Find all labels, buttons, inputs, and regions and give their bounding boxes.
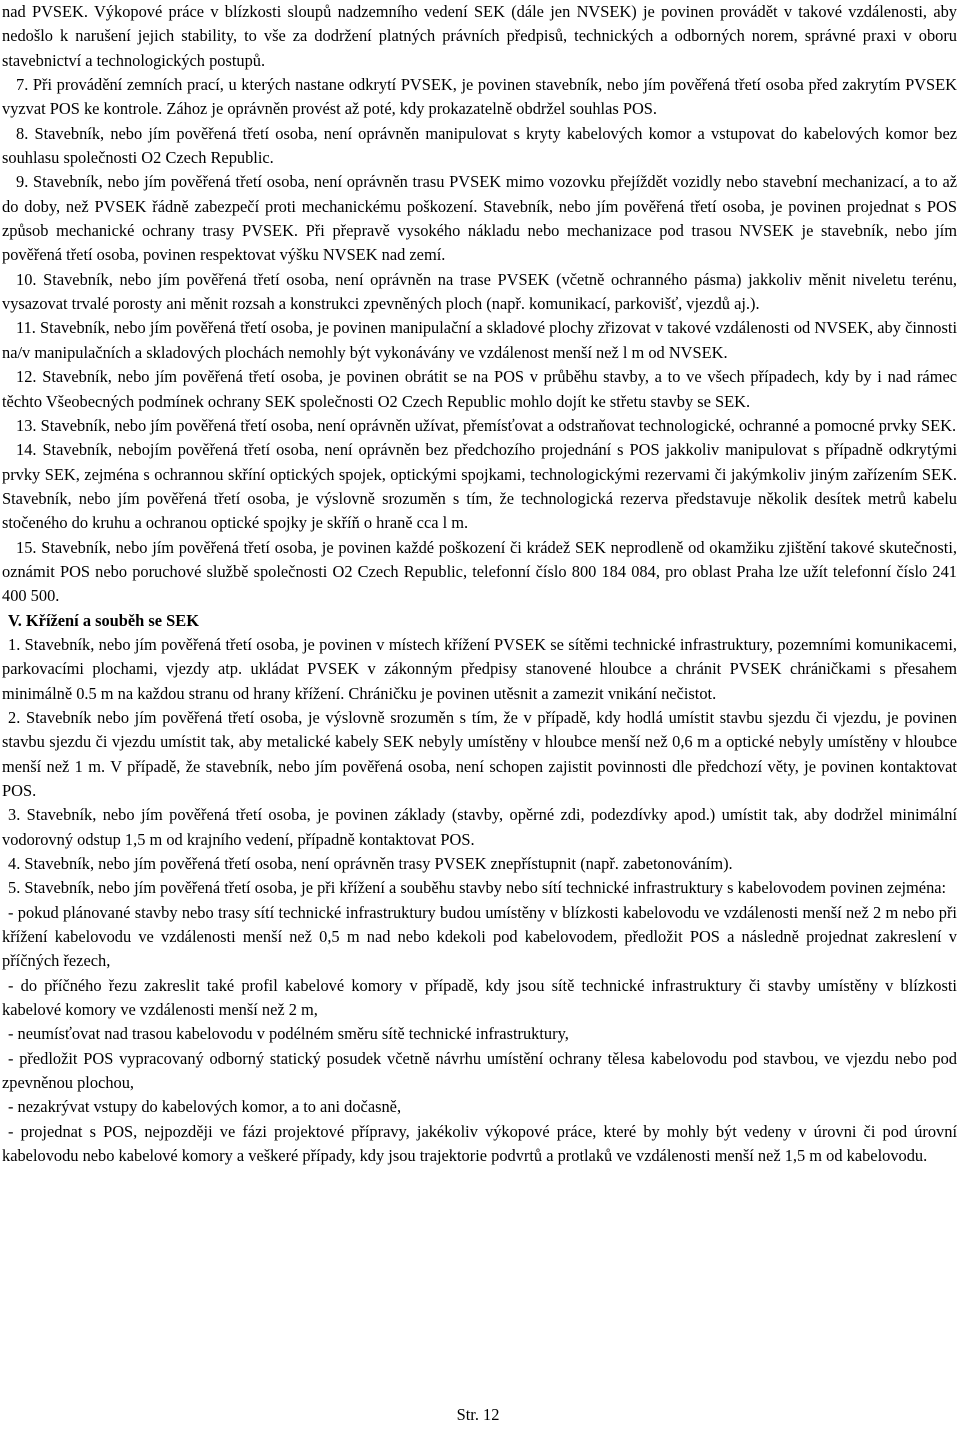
page-number	[0, 1405, 960, 1425]
paragraph-p-14: 14. Stavebník, nebojím pověřená třetí osoba, není oprávněn bez předchozího projednání s POS jakkoliv manipulovat s případně odkrytými prvky SEK, zejména s ochrannou skříní optických spojek, optickými spojkami, technologickými rezervami či jakýmkoliv jiným zařízením SEK. Stavebník, nebo jím pověřená třetí osoba, je výslovně srozuměn s tím, že technologická rezerva představuje několik desítek metrů kabelu stočeného do kruhu a ochranou optické spojky je skříň o hraně cca l m.	[2, 440, 957, 533]
paragraph-p-8: 8. Stavebník, nebo jím pověřená třetí osoba, není oprávněn manipulovat s kryty kabelových komor a vstupovat do kabelových komor bez souhlasu společnosti O2 Czech Republic.	[2, 123, 957, 168]
paragraph-s-1: 1. Stavebník, nebo jím pověřená třetí osoba, je povinen v místech křížení PVSEK se sítěmi technické infrastruktury, pozemními komunikacemi, parkovacími plochami, vjezdy atp. ukládat PVSEK v zákonným předpisy stanovené hloubce a chránit PVSEK chráničkami s přesahem minimálně 0.5 m na každou stranu od hrany křížení. Chráničku je povinen utěsnit a zamezit vnikání nečistot.	[2, 634, 957, 703]
paragraph-s-4: 4. Stavebník, nebo jím pověřená třetí osoba, není oprávněn trasy PVSEK znepřístupnit (např. zabetonováním).	[8, 854, 733, 874]
section-heading: V. Křížení a souběh se SEK	[8, 610, 199, 630]
crossing-paragraphs	[2, 633, 957, 1169]
paragraph-s-2: 2. Stavebník nebo jím pověřená třetí osoba, je výslovně srozuměn s tím, že v případě, kdy hodlá umístit stavbu sjezdu či vjezdu, je povinen stavbu sjezdu či vjezdu umístit tak, aby metalické kabely SEK nebyly umístěny v hloubce menší než 0,6 m a optické nebyly umístěny v hloubce menší než 1 m. V případě, že stavebník, nebo jím pověřená osoba, není schopen zajistit povinnosti dle předchozí věty, je povinen kontaktovat POS.	[2, 707, 957, 800]
paragraph-p-intro: nad PVSEK. Výkopové práce v blízkosti sloupů nadzemního vedení SEK (dále jen NVSEK) je povinen provádět v takové vzdálenosti, aby nedošlo k narušení jejich stability, to vše za dodržení platných právních předpisů, technických a odborných norem, správné praxi v oboru stavebnictví a technologických postupů.	[2, 2, 957, 70]
paragraph-p-11: 11. Stavebník, nebo jím pověřená třetí osoba, je povinen manipulační a skladové plochy zřizovat v takové vzdálenosti od NVSEK, aby činnosti na/v manipulačních a skladových plochách nemohly být vykonávány ve vzdálenost menší než l m od NVSEK.	[2, 318, 957, 362]
paragraph-s-3: 3. Stavebník, nebo jím pověřená třetí osoba, je povinen základy (stavby, opěrné zdi, podezdívky apod.) umístit tak, aby dodržel minimální vodorovný odstup 1,5 m od krajního vedení, případně kontaktovat POS.	[2, 805, 957, 849]
paragraph-p-15: 15. Stavebník, nebo jím pověřená třetí osoba, je povinen každé poškození či krádež SEK neprodleně od okamžiku zjištění takové skutečnosti, oznámit POS nebo poruchové službě společnosti O2 Czech Republic, telefonní číslo 800 184 084, pro oblast Praha lze užít telefonní číslo 241 400 500.	[2, 537, 957, 606]
numbered-paragraphs	[2, 0, 957, 609]
paragraph-s-5e: - nezakrývat vstupy do kabelových komor, a to ani dočasně,	[8, 1097, 402, 1117]
paragraph-p-12: 12. Stavebník, nebo jím pověřená třetí osoba, je povinen obrátit se na POS v průběhu stavby, a to ve všech případech, kdy by i nad rámec těchto Všeobecných podmínek ochrany SEK společnosti O2 Czech Republic mohlo dojít ke střetu stavby se SEK.	[2, 367, 957, 411]
paragraph-p-7: 7. Při provádění zemních prací, u kterých nastane odkrytí PVSEK, je povinen stavebník, nebo jím pověřená třetí osoba před zakrytím PVSEK vyzvat POS ke kontrole. Zához je oprávněn provést až poté, kdy prokazatelně obdržel souhlas POS.	[2, 75, 957, 119]
paragraph-p-10: 10. Stavebník, nebo jím pověřená třetí osoba, není oprávněn na trase PVSEK (včetně ochranného pásma) jakkoliv měnit niveletu terénu, vysazovat trvalé porosty ani měnit rozsah a konstrukci zpevněných ploch (např. komunikací, parkovišť, vjezdů aj.).	[2, 269, 957, 314]
paragraph-s-5a: - pokud plánované stavby nebo trasy sítí technické infrastruktury budou umístěny v blízkosti kabelovodu ve vzdálenosti menší než 2 m nebo při křížení kabelovodu ve vzdálenosti menší než 0,5 m nad nebo kdekoli pod kabelovodem, předložit POS a následně projednat zakreslení v příčných řezech,	[2, 902, 957, 971]
page-number-text: Str. 12	[456, 1405, 500, 1424]
paragraph-s-5: 5. Stavebník, nebo jím pověřená třetí osoba, je při křížení a souběhu stavby nebo sítí technické infrastruktury s kabelovodem povinen zejména:	[8, 878, 947, 898]
paragraph-s-5b: - do příčného řezu zakreslit také profil kabelové komory v případě, kdy jsou sítě technické infrastruktury či stavby umístěny v blízkosti kabelové komory ve vzdálenosti menší než 2 m,	[2, 975, 957, 1020]
paragraph-p-13: 13. Stavebník, nebo jím pověřená třetí osoba, není oprávněn užívat, přemísťovat a odstraňovat technologické, ochranné a pomocné prvky SEK.	[16, 415, 957, 435]
paragraph-p-9: 9. Stavebník, nebo jím pověřená třetí osoba, není oprávněn trasu PVSEK mimo vozovku přejíždět vozidly nebo stavební mechanizací, a to až do doby, než PVSEK řádně zabezpečí proti mechanickému poškození. Stavebník, nebo jím pověřená třetí osoba, je povinen projednat s POS způsob mechanické ochrany trasy PVSEK. Při přepravě vysokého nákladu nebo mechanizace pod trasou NVSEK je stavebník, nebo jím pověřená třetí osoba, povinen respektovat výšku NVSEK nad zemí.	[2, 172, 957, 265]
paragraph-s-5f: - projednat s POS, nejpozději ve fázi projektové přípravy, jakékoliv výkopové práce, které by mohly být vedeny v úrovni či pod úrovní kabelovodu nebo kabelové komory a veškeré případy, kdy jsou trajektorie podvrtů a protlaků ve vzdálenosti menší než 1,5 m od kabelovodu.	[2, 1121, 957, 1166]
paragraph-s-5c: - neumísťovat nad trasou kabelovodu v podélném směru sítě technické infrastruktury,	[8, 1024, 569, 1044]
paragraph-s-5d: - předložit POS vypracovaný odborný statický posudek včetně návrhu umístění ochrany tělesa kabelovodu pod stavbou, ve vjezdu nebo pod zpevněnou plochou,	[2, 1048, 957, 1093]
